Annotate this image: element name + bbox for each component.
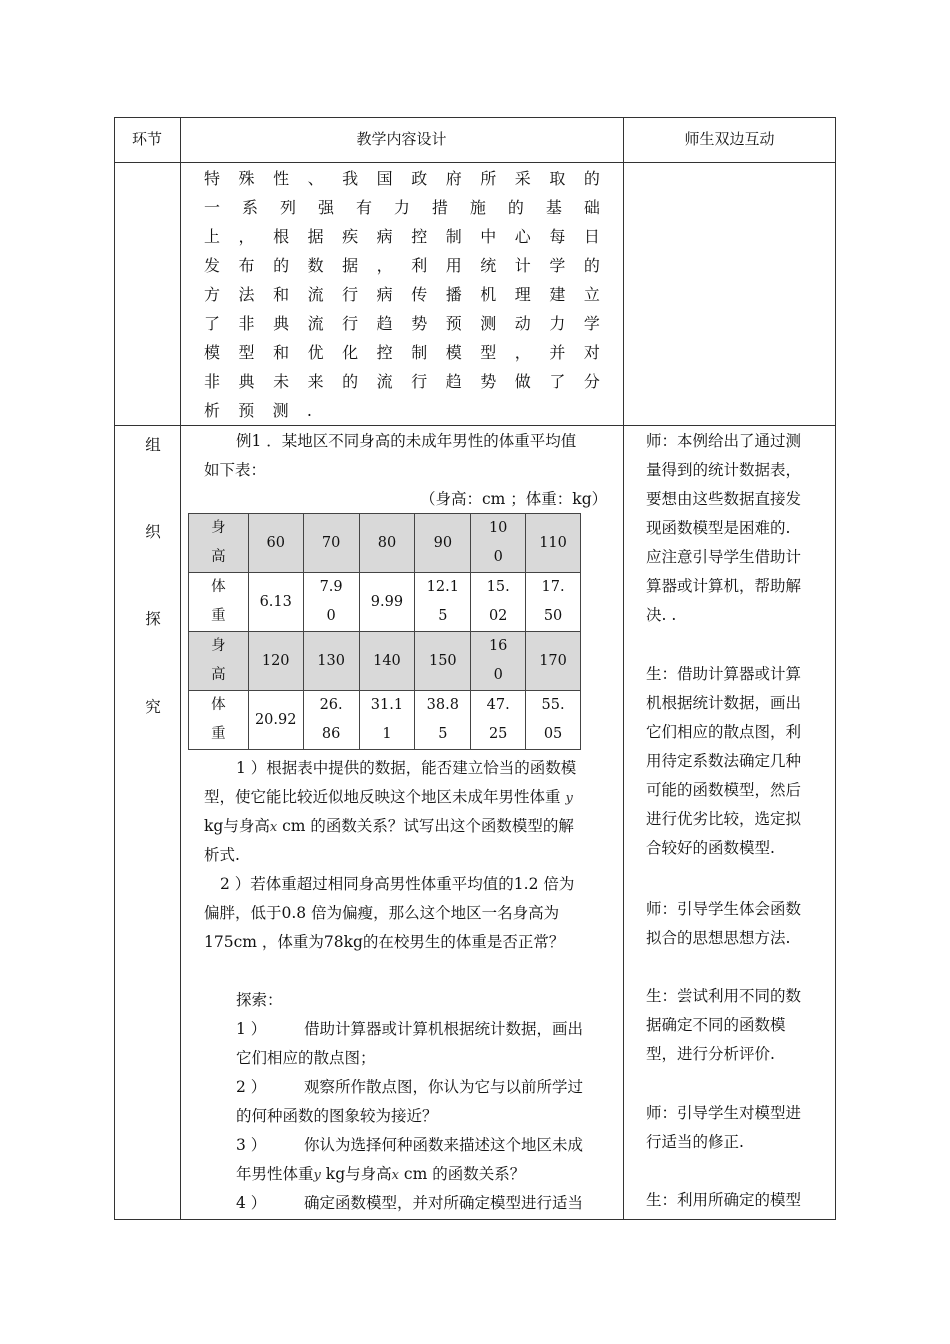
interaction-line: 据确定不同的函数模	[646, 1016, 786, 1034]
header-stage: 环节	[131, 130, 162, 148]
table-cell: 170	[526, 632, 581, 691]
intro-char: 典	[273, 314, 290, 333]
intro-char: 数	[307, 256, 324, 275]
intro-char: 法	[238, 285, 255, 304]
intro-char: 建	[549, 285, 566, 304]
intro-char: 来	[307, 372, 324, 391]
intro-char: 立	[583, 285, 600, 304]
intro-line	[204, 283, 600, 307]
explore-item-num: 2 ）	[236, 1078, 267, 1096]
height-weight-table	[188, 513, 581, 750]
intro-char: 机	[480, 285, 497, 304]
stage-char: 织	[145, 523, 161, 541]
table-cell: 47. 25	[471, 691, 526, 750]
table-cell: 55. 05	[526, 691, 581, 750]
intro-char: 控	[376, 343, 393, 362]
interaction-line: 拟合的思想思想方法.	[646, 929, 791, 947]
intro-char: 础	[583, 198, 600, 217]
table-cell: 31.1 1	[359, 691, 415, 750]
intro-char: 用	[445, 256, 462, 275]
intro-char: 强	[317, 198, 334, 217]
table-cell: 15. 02	[471, 573, 526, 632]
text: cm 的函数关系？	[398, 1165, 526, 1183]
stage-char: 探	[145, 610, 161, 628]
question-1-line2	[204, 783, 573, 813]
interaction-line: 它们相应的散点图，利	[646, 723, 802, 741]
interaction-line: 型，进行分析评价.	[646, 1045, 775, 1063]
interaction-line: 行适当的修正.	[646, 1133, 744, 1151]
intro-char: .	[306, 401, 312, 420]
example-title: 例1 ．某地区不同身高的未成年男性的体重平均值	[236, 432, 577, 450]
intro-char: 殊	[238, 169, 255, 188]
units-note: （身高：cm ；体重：kg）	[420, 490, 608, 508]
intro-char: ，	[238, 227, 255, 246]
table-cell: 38.8 5	[415, 691, 471, 750]
intro-char: 优	[307, 343, 324, 362]
intro-char: 流	[376, 372, 393, 391]
interaction-line: 合较好的函数模型.	[646, 839, 775, 857]
table-cell: 12.1 5	[415, 573, 471, 632]
table-cell: 90	[415, 514, 471, 573]
table-cell: 60	[248, 514, 303, 573]
interaction-line: 要想由这些数据直接发	[646, 490, 802, 508]
intro-char: 的	[583, 169, 600, 188]
explore-item-num: 3 ）	[236, 1136, 267, 1154]
interaction-line: 机根据统计数据，画出	[646, 694, 802, 712]
q1-text: 型，使它能比较近似地反映这个地区未成年男性体重	[204, 788, 561, 806]
interaction-line: 生：利用所确定的模型	[646, 1191, 802, 1209]
header-interaction: 师生双边互动	[684, 130, 775, 148]
intro-char: 采	[514, 169, 531, 188]
intro-char: 并	[549, 343, 566, 362]
intro-char: 国	[376, 169, 393, 188]
interaction-line: 进行优劣比较，选定拟	[646, 810, 802, 828]
intro-char: 病	[376, 285, 393, 304]
intro-char: 列	[279, 198, 296, 217]
intro-char: 典	[238, 372, 255, 391]
intro-char: 控	[411, 227, 428, 246]
explore-item-text: 确定函数模型，并对所确定模型进行适当	[304, 1194, 584, 1212]
row-header-cell: 身 高	[189, 632, 249, 691]
intro-char: 发	[204, 256, 221, 275]
intro-char: 所	[480, 169, 497, 188]
interaction-line: 量得到的统计数据表，	[646, 461, 802, 479]
table-cell: 7.9 0	[303, 573, 359, 632]
intro-char: 动	[514, 314, 531, 333]
intro-char: 行	[342, 285, 359, 304]
intro-char: 做	[514, 372, 531, 391]
table-row	[189, 573, 581, 632]
intro-char: 特	[204, 169, 221, 188]
intro-char: 的	[342, 372, 359, 391]
intro-char: 利	[411, 256, 428, 275]
interaction-line: 可能的函数模型，然后	[646, 781, 802, 799]
explore-title: 探索：	[236, 991, 283, 1009]
intro-char: 和	[273, 285, 290, 304]
row-header-cell: 体 重	[189, 573, 249, 632]
q1-text: kg与身高	[204, 817, 270, 835]
intro-char: 模	[445, 343, 462, 362]
intro-char: ，	[514, 343, 531, 362]
intro-char: 每	[549, 227, 566, 246]
intro-char: 析	[204, 401, 221, 420]
intro-char: 力	[549, 314, 566, 333]
intro-char: 流	[307, 314, 324, 333]
intro-char: 理	[514, 285, 531, 304]
q1-text: cm 的函数关系？试写出这个函数模型的解	[277, 817, 574, 835]
intro-char: 的	[507, 198, 524, 217]
example-line2: 如下表：	[204, 461, 267, 479]
var-x: x	[391, 1168, 399, 1183]
interaction-line: 师：引导学生体会函数	[646, 900, 802, 918]
col-divider-1	[180, 117, 181, 1220]
table-cell: 80	[359, 514, 415, 573]
col-divider-2	[623, 117, 624, 1220]
intro-char: 性	[273, 169, 290, 188]
intro-char: 基	[545, 198, 562, 217]
intro-line	[204, 399, 312, 423]
intro-char: 据	[342, 256, 359, 275]
intro-char: 分	[583, 372, 600, 391]
table-cell: 20.92	[248, 691, 303, 750]
intro-char: 学	[549, 256, 566, 275]
intro-char: 非	[238, 314, 255, 333]
interaction-line: 应注意引导学生借助计	[646, 548, 802, 566]
intro-line	[204, 225, 600, 249]
intro-char: 化	[342, 343, 359, 362]
intro-char: 系	[241, 198, 258, 217]
explore-item-text: 的何种函数的图象较为接近？	[236, 1107, 438, 1125]
explore-item-num: 4 ）	[236, 1194, 267, 1212]
table-cell: 17. 50	[526, 573, 581, 632]
explore-item-text	[236, 1160, 525, 1190]
intro-char: 有	[355, 198, 372, 217]
intro-line	[204, 167, 600, 191]
table-row	[189, 514, 581, 573]
text: kg与身高	[320, 1165, 392, 1183]
interaction-line: 决. .	[646, 606, 677, 624]
interaction-line: 算器或计算机，帮助解	[646, 577, 802, 595]
intro-line	[204, 254, 600, 278]
intro-char: 行	[411, 372, 428, 391]
intro-char: 心	[514, 227, 531, 246]
table-cell: 26. 86	[303, 691, 359, 750]
question-1-line4: 析式.	[204, 846, 240, 864]
intro-char: 预	[238, 401, 255, 420]
header-content: 教学内容设计	[356, 130, 447, 148]
intro-char: 传	[411, 285, 428, 304]
intro-char: 据	[307, 227, 324, 246]
interaction-line: 生：借助计算器或计算	[646, 665, 802, 683]
explore-item-text: 观察所作散点图，你认为它与以前所学过	[304, 1078, 584, 1096]
table-cell: 120	[248, 632, 303, 691]
intro-char: 趋	[376, 314, 393, 333]
intro-char: 制	[411, 343, 428, 362]
intro-char: 府	[445, 169, 462, 188]
explore-item-text: 它们相应的散点图；	[236, 1049, 376, 1067]
intro-char: 型	[238, 343, 255, 362]
explore-item-text: 借助计算器或计算机根据统计数据，画出	[304, 1020, 584, 1038]
intro-char: 测	[480, 314, 497, 333]
text: 年男性体重	[236, 1165, 314, 1183]
interaction-line: 用待定系数法确定几种	[646, 752, 802, 770]
table-row	[189, 632, 581, 691]
intro-char: 行	[342, 314, 359, 333]
intro-char: 力	[393, 198, 410, 217]
intro-char: 势	[411, 314, 428, 333]
intro-line	[204, 341, 600, 365]
interaction-line: 师：本例给出了通过测	[646, 432, 802, 450]
table-cell: 110	[526, 514, 581, 573]
table-cell: 6.13	[248, 573, 303, 632]
intro-char: 预	[445, 314, 462, 333]
intro-char: 根	[273, 227, 290, 246]
row-header-cell: 身 高	[189, 514, 249, 573]
intro-char: 、	[307, 169, 324, 188]
row-header-cell: 体 重	[189, 691, 249, 750]
intro-char: 未	[273, 372, 290, 391]
intro-char: 疾	[342, 227, 359, 246]
intro-char: 和	[273, 343, 290, 362]
table-cell: 130	[303, 632, 359, 691]
intro-char: 病	[376, 227, 393, 246]
intro-char: 了	[204, 314, 221, 333]
explore-item-text: 你认为选择何种函数来描述这个地区未成	[304, 1136, 584, 1154]
intro-line	[204, 312, 600, 336]
header-divider	[114, 162, 836, 163]
intro-char: 模	[204, 343, 221, 362]
question-2-line2: 偏胖，低于0.8 倍为偏瘦，那么这个地区一名身高为	[204, 904, 560, 922]
intro-char: 播	[445, 285, 462, 304]
stage-char: 究	[145, 698, 161, 716]
table-cell: 150	[415, 632, 471, 691]
table-cell: 16 0	[471, 632, 526, 691]
intro-line	[204, 370, 600, 394]
intro-char: 的	[583, 256, 600, 275]
intro-char: 施	[469, 198, 486, 217]
intro-char: 的	[273, 256, 290, 275]
table-row	[189, 691, 581, 750]
intro-char: 对	[583, 343, 600, 362]
var-y: y	[313, 1168, 321, 1183]
intro-char: 测	[272, 401, 289, 420]
intro-char: 了	[549, 372, 566, 391]
intro-char: 我	[342, 169, 359, 188]
question-2-line1: 2 ）若体重超过相同身高男性体重平均值的1.2 倍为	[220, 875, 575, 893]
var-y: y	[565, 791, 573, 806]
intro-char: ，	[376, 256, 393, 275]
intro-char: 政	[411, 169, 428, 188]
intro-char: 取	[549, 169, 566, 188]
intro-char: 一	[204, 198, 221, 217]
intro-char: 方	[204, 285, 221, 304]
table-cell: 70	[303, 514, 359, 573]
intro-char: 中	[480, 227, 497, 246]
question-2-line3: 175cm ，体重为78kg的在校男生的体重是否正常？	[204, 933, 565, 951]
intro-char: 日	[583, 227, 600, 246]
interaction-line: 生：尝试利用不同的数	[646, 987, 802, 1005]
stage-char: 组	[145, 436, 161, 454]
intro-char: 上	[204, 227, 221, 246]
intro-char: 措	[431, 198, 448, 217]
var-x: x	[269, 820, 278, 835]
interaction-line: 师：引导学生对模型进	[646, 1104, 802, 1122]
interaction-line: 现函数模型是困难的.	[646, 519, 791, 537]
table-cell: 9.99	[359, 573, 415, 632]
table-cell: 140	[359, 632, 415, 691]
intro-char: 势	[480, 372, 497, 391]
intro-char: 布	[238, 256, 255, 275]
intro-char: 型	[480, 343, 497, 362]
intro-char: 趋	[445, 372, 462, 391]
intro-char: 学	[583, 314, 600, 333]
row-divider	[114, 425, 836, 426]
table-cell: 10 0	[471, 514, 526, 573]
intro-char: 计	[514, 256, 531, 275]
intro-char: 流	[307, 285, 324, 304]
intro-char: 统	[480, 256, 497, 275]
intro-char: 非	[204, 372, 221, 391]
explore-item-num: 1 ）	[236, 1020, 267, 1038]
intro-char: 制	[445, 227, 462, 246]
question-1-line3	[204, 812, 574, 842]
intro-line	[204, 196, 600, 220]
question-1-line1: 1 ）根据表中提供的数据，能否建立恰当的函数模	[236, 759, 577, 777]
